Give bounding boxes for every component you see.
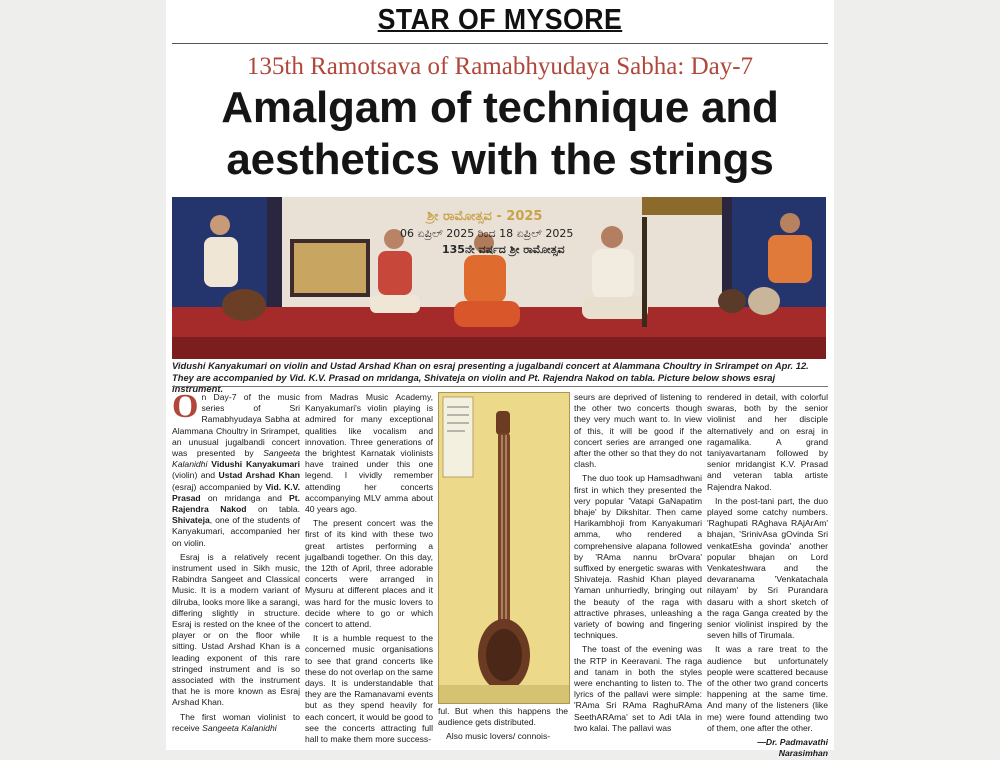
newspaper-page [166, 0, 834, 759]
esraj-illustration [439, 393, 569, 703]
masthead-divider [172, 43, 828, 44]
paragraph: rendered in detail, with colorful swaras, both by the senior violinist and her disciple alternatively and on esraj in ragamalika. A grand taniyavartanam followed by senior mridangist K.V. Prasad and veteran tabla artiste Rajendra Nakod. [707, 392, 828, 492]
text: Sangeeta Kalanidhi [172, 448, 300, 470]
text: , one of the students of Kanyakumari, accompanied her on violin. [172, 515, 300, 548]
paragraph: The present concert was the first of its kind with these two great artistes performing a jugalbandi together. On this day, the 12th of April, three adorable concerts were arranged in Mysuru at different places and it was hard for the music lovers to decide where to go or which concert to attend. [305, 518, 433, 630]
paragraph: The duo took up Hamsadhwani first in which they presented the very popular 'Vatapi GaNapatim bhaje' by Dikshitar. Then came Harikambhoji from Kanyakumari amma, who rendered a comprehensive alapana followed by 'RAma nannu brOvara' suffixed by energetic swaras with Shivateja. Rashid Khan played Yaman unhurriedly, bringing out the beauty of the raga with attractive phrases, unleashing a variety of bowing and fingering techniques. [574, 473, 702, 641]
paragraph: In the post-tani part, the duo played some catchy numbers. 'Raghupati RAghava RAjArAm' bhajan, 'SrinivAsa gOvinda Sri venkatEsha govinda' another popular bhajan on Lord Venkateshwara and the devaranama 'Venkatachala nilayam' by Sri Purandara dasaru with a short sketch of the raga Ganga created by the senior violinist inspired by the seven hills of Tirumala. [707, 495, 828, 641]
article-column-4 [707, 392, 828, 760]
article-headline [166, 82, 834, 186]
article-column-2 [305, 392, 433, 748]
masthead [166, 0, 834, 40]
banner-dates: 06 ಏಪ್ರಿಲ್ 2025 ರಿಂದ 18 ಏಪ್ರಿಲ್ 2025 [400, 227, 574, 240]
text: Shivateja [172, 515, 210, 526]
text: on mridanga and [200, 492, 290, 503]
text: (violin) and [172, 470, 219, 481]
headline-line-1: Amalgam of technique and [221, 83, 779, 132]
paragraph: seurs are deprived of listening to the other two concerts though they very much want to. In view of this, it will be good if the concert series are arranged one after the other so that they do not clash. [574, 392, 702, 470]
article-column-2b [438, 706, 568, 746]
masthead-title: STAR OF MYSORE [377, 4, 623, 36]
paragraph: ful. But when this happens the audience gets distributed. [438, 706, 568, 728]
paragraph: from Madras Music Academy, Kanyakumari's violin playing is admired for many exceptional qualities like vocalism and innovation. Three generations of the brightest Karnatak violinists have trained under this one legend. I vividly remember attending her concerts accompanying MLV amma about 40 years ago. [305, 392, 433, 515]
paragraph: Esraj is a relatively recent instrument used in Sikh music, Rabindra Sangeet and Classical Music. It is a modern variant of dilruba, looks more like a sarangi, differing slightly in structure. Esraj is rested on the knee of the player or on the floor while sitting. Ustad Arshad Khan is a leading exponent of this rare stringed instrument and is so associated with the instrument that he is more known as Esraj Arshad Khan. [172, 551, 301, 708]
concert-photo [172, 197, 826, 359]
paragraph: It was a rare treat to the audience but unfortunately people were scattered because of the other two grand concerts happening at the same time. And many of the listeners (like me) were found attending two of them, one after the other. [707, 644, 828, 733]
text: Vidushi Kanyakumari [207, 459, 300, 470]
text: (esraj) accompanied by [172, 481, 266, 492]
text: on tabla. [246, 504, 300, 515]
article-kicker: 135th Ramotsava of Ramabhyudaya Sabha: Day-7 [246, 53, 754, 80]
paragraph: The toast of the evening was the RTP in Keeravani. The raga and tanam in both the styles were enchanting to listen to. The lyrics of the pallavi were simple: 'RAma Sri RAma RaghuRAma SeethARAma' set to Adi tAla in two kalai. The pallavi was [574, 644, 702, 733]
banner-subtitle: 135ನೇ ವರ್ಷದ ಶ್ರೀ ರಾಮೋತ್ಸವ [442, 243, 565, 256]
text: Sangeeta Kalanidhi [202, 722, 277, 733]
author-signature [707, 737, 828, 759]
paragraph [172, 712, 300, 734]
text: Vid. K.V. Prasad [172, 481, 300, 503]
article-column-3 [574, 392, 702, 737]
text: The first woman violinist to receive [172, 711, 300, 733]
caption-divider [172, 386, 828, 387]
paragraph: It is a humble request to the concerned music organisations to see that grand concerts like these do not overlap on the same days. It is understandable that they are the Ramanavami events but as they spend heavily for each concert, it would be good to see the concerts attracting full hall to make them more success- [305, 633, 433, 745]
author-name-line-2: Narasimhan [778, 748, 828, 759]
text: n Day-7 of the music series of Sri Ramabhyudaya Sabha at Alammana Choultry in Srirampet, an unusual jugalbandi concert was presented by [172, 392, 300, 459]
photo-caption: Vidushi Kanyakumari on violin and Ustad Arshad Khan on esraj presenting a jugalbandi concert at Alammana Choultry in Srirampet on Apr. 12. They are accompanied by Vid. K.V. Prasad on mridanga, Shivateja on violin and Pt. Rajendra Nakod on tabla. Picture below shows esraj instrument. [172, 360, 809, 394]
esraj-photo [438, 392, 570, 704]
drop-cap: O [172, 388, 199, 425]
article-column-1 [172, 388, 301, 737]
text: Pt. Rajendra Nakod [172, 492, 300, 515]
headline-line-2: aesthetics with the strings [226, 135, 774, 184]
author-name-line-1: —Dr. Padmavathi [757, 737, 828, 748]
text: Ustad Arshad Khan [218, 470, 300, 481]
paragraph: Also music lovers/ connois- [446, 731, 551, 742]
paragraph [172, 388, 300, 549]
banner-title: ಶ್ರೀ ರಾಮೋತ್ಸವ - 2025 [427, 209, 543, 224]
